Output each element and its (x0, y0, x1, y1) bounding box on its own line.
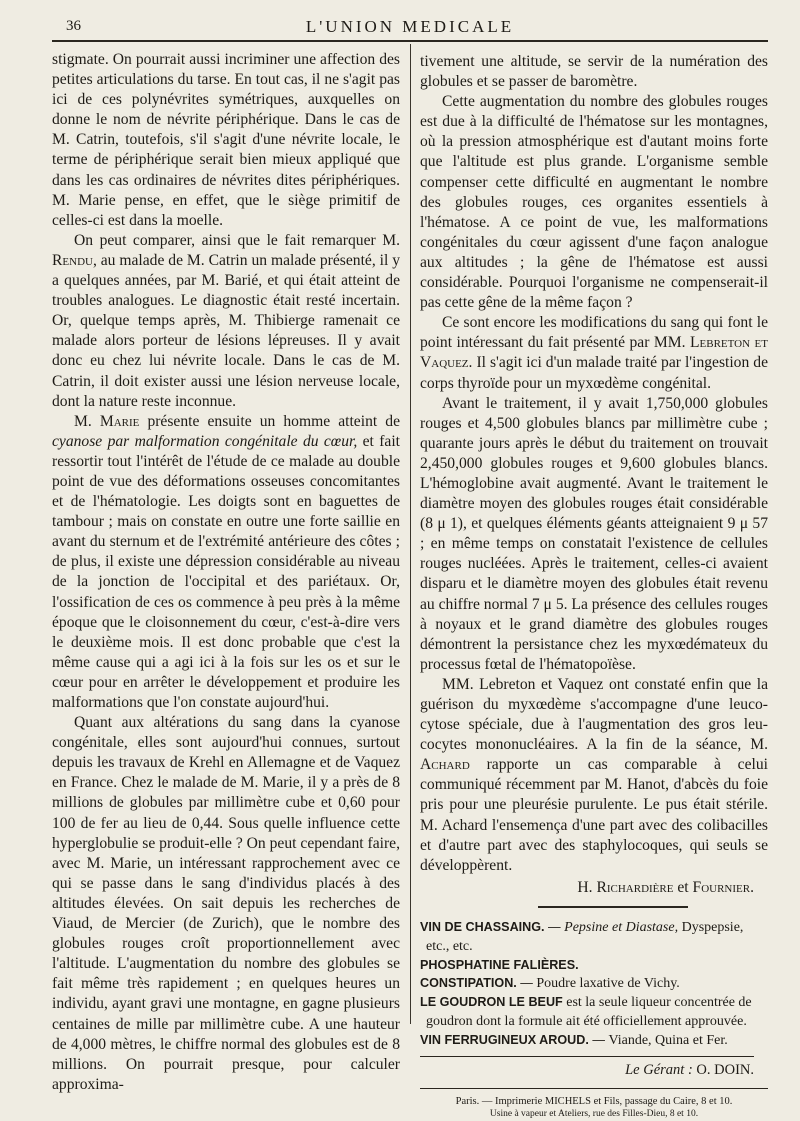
section-rule (538, 906, 688, 908)
ad-line: VIN FERRUGINEUX AROUD. — Viande, Quina et Fer. (420, 1032, 728, 1048)
printer-imprint: Paris. — Imprimerie MICHELS et Fils, passage du Caire, 8 et 10. Usine à vapeur et Ateliers, rue des Filles-Dieu, 8 et 10. (420, 1088, 768, 1121)
header-rule (52, 40, 768, 42)
italic-title: cyanose par malformation congénitale du cœur, (52, 432, 358, 450)
right-column (420, 52, 768, 1121)
author-name: Marie (99, 412, 140, 430)
gerant-line: Le Gérant : O. DOIN. (420, 1056, 754, 1080)
author-name: Rendu (52, 251, 93, 269)
ad-line: VIN DE CHASSAING. — Pepsine et Diastase, Dyspepsie, etc., etc. (420, 919, 744, 954)
author-name: Achard (420, 756, 470, 774)
ad-line: CONSTIPATION. — Poudre laxative de Vichy. (420, 975, 680, 991)
paragraph: stigmate. On pourrait aussi incriminer une affection des petites articulations du tarse. En tout cas, il ne s'agit pas ici de ces polynévrites symétriques, auxquelles on donne le nom de névrite périphérique. Dans le cas de M. Catrin, toutefois, s'il s'agit d'une névrite locale, le terme de périphérique serait bien mieux appliqué que dans les cas ordinaires de névrites dites périphériques. M. Marie pense, en effet, que le siège primitif de celles-ci est dans la moelle. (52, 51, 400, 229)
ad-line: LE GOUDRON LE BEUF est la seule liqueur concentrée de goudron dont la formule ait été officiellement approuvée. (420, 994, 752, 1029)
paragraph: M. Marie présente ensuite un homme atteint de cyanose par malformation congénitale du cœur, et fait ressortir tout l'intérêt de l'étude de ce malade au double point de vue des déformations osseuses concomitantes et de l'hématologie. Les doigts sont en baguettes de tambour ; mais on constate en outre une forte saillie en avant du sternum et de l'extrémité antérieure des côtes ; de plus, il existe une dépression considérable au niveau de la jonction de l'occipital et des pariétaux. Or, l'ossification de ces os commence à peu près à la même époque que le cloisonnement du cœur, c'est-à-dire vers le deuxième mois. Il est donc probable que c'est la même cause qui a agi ici à la fois sur les os et sur le cœur pour en arrêter le développement et produire les malformations que l'on constate aujourd'hui. (52, 412, 400, 711)
paragraph: On peut comparer, ainsi que le fait remarquer M. Rendu, au malade de M. Catrin un malade présenté, il y a quelques années, par M. Barié, et qui était atteint de troubles analogues. Le diagnostic était resté incertain. Or, quelque temps après, M. Thibierge ramenait ce malade alors porteur de lésions lépreuses. Il y avait donc eu chez lui névrite locale. Dans le cas de M. Catrin, il doit exister aussi une lésion nerveuse locale, dont la nature reste inconnue. (52, 231, 400, 410)
signature: H. Richardière et Fournier. (577, 878, 754, 896)
running-title: L'UNION MEDICALE (305, 17, 515, 36)
paragraph: Quant aux altérations du sang dans la cyanose congénitale, elles sont aujourd'hui connues, surtout depuis les travaux de Krehl en Allemagne et de Vaquez en France. Chez le malade de M. Marie, il y a près de 8 millions de globules par millimètre cube et 0,60 pour 100 de fer au lieu de 0,44. Sous quelle influence cette hyperglobulie se produit-elle ? On peut cependant faire, avec M. Marie, un intéressant rapprochement avec ce qui se passe dans le sang d'individus placés à des altitudes élevées. On sait depuis les recherches de Viaud, de Mercier (de Zurich), que le nombre des globules rouges croît proportionnellement avec l'altitude. L'augmentation du nombre des globules se fait même très rapidement ; en quelques heures un individu, ayant gravi une montagne, en gagne plusieurs centaines de mille par millimètre cube. A une hauteur de 4,000 mètres, le chiffre normal des globules est de 8 millions. On pourrait presque, pour calculer approxima- (52, 714, 400, 1093)
column-divider (410, 44, 411, 1024)
ad-line: PHOSPHATINE FALIÈRES. (420, 957, 579, 972)
left-column (52, 50, 400, 1095)
paragraph: Cette augmentation du nombre des globules rouges est due à la difficulté de l'hématose sur les montagnes, où la pression atmosphérique est d'autant moins forte que l'altitude est plus grande. L'organisme semble compenser cette difficulté en augmentant le nombre des globules rouges, ces organites essentiels à l'hématose. A ce point de vue, les malformations congénitales du cœur agissent d'une façon analogue aux altitudes ; la gêne de l'hématose est aussi considérable. Pourquoi l'organisme ne compenserait-il pas cette gêne de la même façon ? (420, 93, 768, 312)
paragraph: Avant le traitement, il y avait 1,750,000 globules rouges et 4,500 globules blancs par millimètre cube ; quarante jours après le début du traitement on trouvait 2,450,000 globules rouges et 9,600 globules blancs. L'hémoglobine avait augmenté. Avant le traitement le diamètre moyen des globules rouges était considérable (8 μ 1), et quelques éléments géants atteignaient 9 μ 57 ; en même temps on constatait l'existence de cellules rouges nucléées. Après le traitement, celles-ci avaient disparu et le diamètre moyen des globules était revenu au chiffre normal 7 μ 5. La présence des cellules rouges à noyaux et le grand diamètre des globules rouges démontrent la persistance chez les myxœdémateux du processus fœtal de l'hématopoïèse. (420, 394, 768, 673)
page-number: 36 (66, 18, 81, 34)
paragraph: MM. Lebreton et Vaquez ont constaté enfin que la guérison du myxœdème s'accompagne d'une leucocytose spéciale, due à l'augmentation des gros leucocytes mononucléaires. A la fin de la séance, M. Achard rapporte un cas comparable à celui communiqué récemment par M. Hanot, d'abcès du foie pris pour une pleurésie purulente. Le pus était stérile. M. Achard l'ensemença d'une part avec des colibacilles et d'autre part avec des staphylocoques, qui seuls se développèrent. (420, 675, 768, 874)
paragraph: Ce sont encore les modifications du sang qui font le point intéressant du fait présenté par MM. Lebreton et Vaquez. Il s'agit ici d'un malade traité par l'ingestion de corps thyroïde pour un myxœdème congénital. (420, 314, 768, 392)
page-header (52, 14, 768, 40)
author-name: Lebreton et Vaquez (420, 334, 768, 372)
advertisements (420, 918, 768, 1050)
paragraph: tivement une altitude, se servir de la numération des globules et se passer de baromètre. (420, 53, 768, 91)
